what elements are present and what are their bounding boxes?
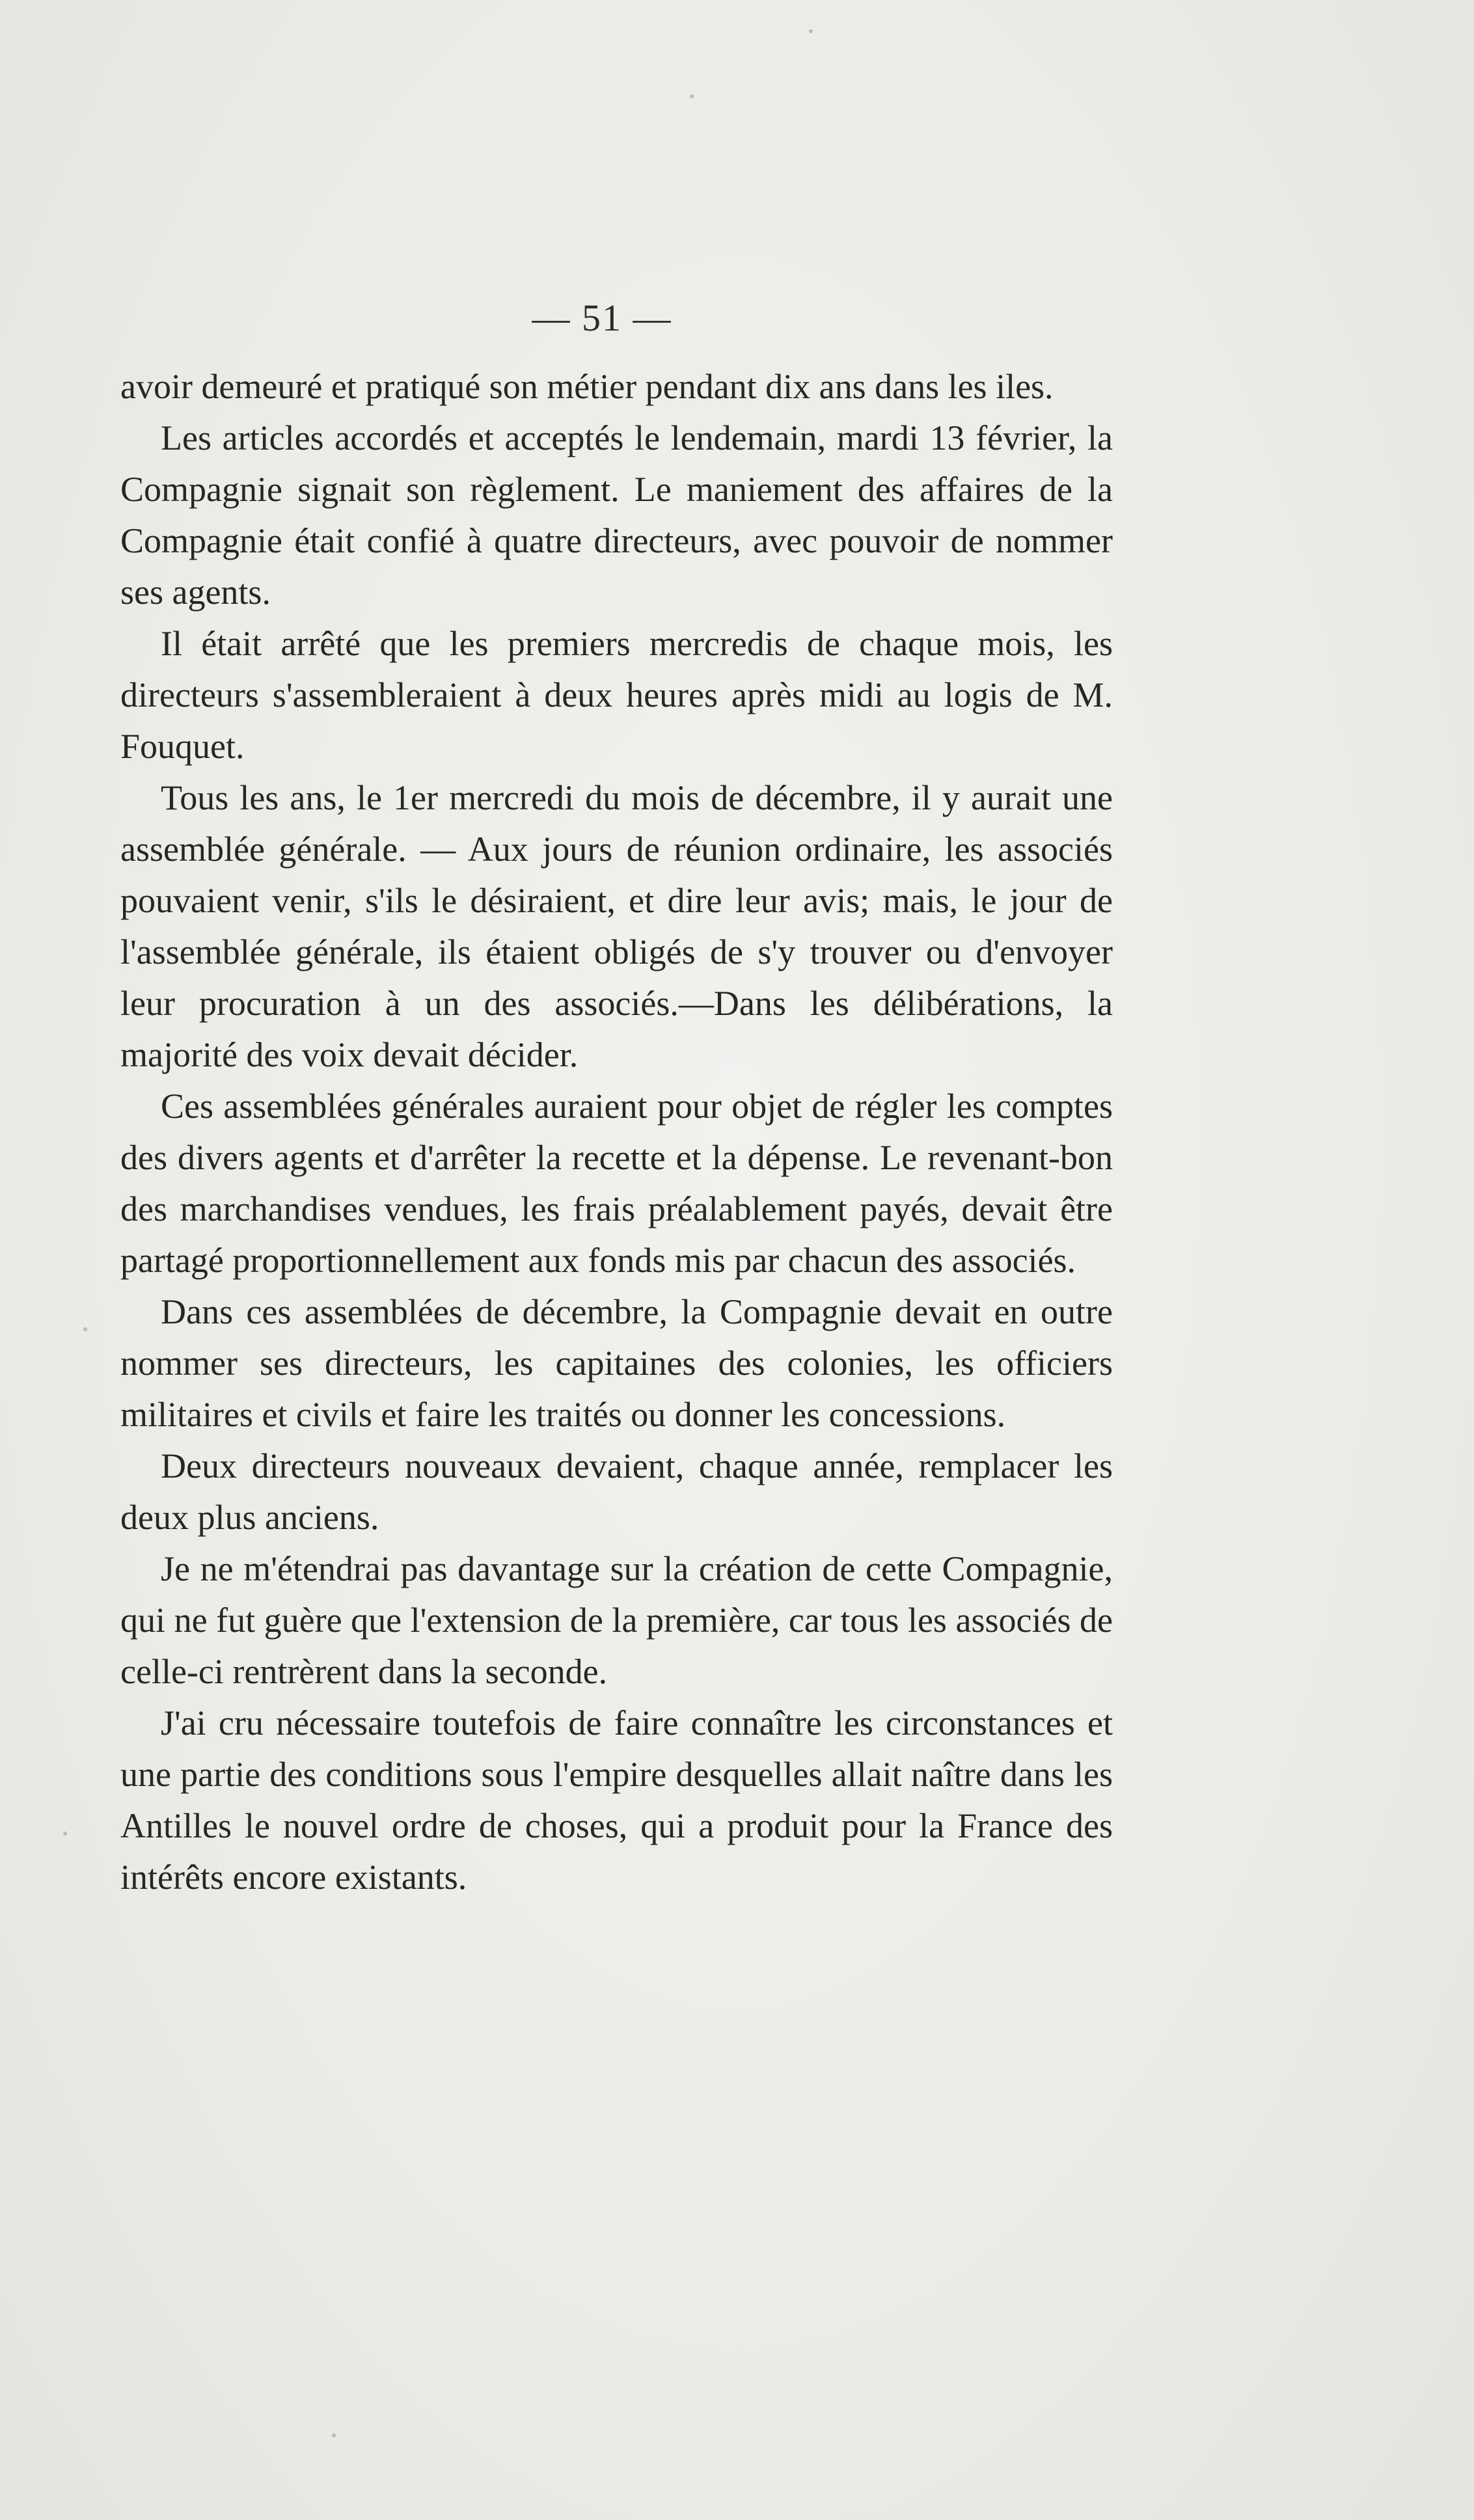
paper-speck: [332, 2433, 336, 2437]
paper-speck: [63, 1832, 67, 1836]
paper-speck: [690, 94, 694, 98]
paragraph-4: Tous les ans, le 1er mercredi du mois de décembre, il y aurait une assemblée générale. — Aux jours de réunion ordinaire, les associés pouvaient venir, s'ils le désiraient, et dire leur avis; mais, le jour de l'assemblée générale, ils étaient obligés de s'y trouver ou d'envoyer leur procuration à un des associés.—Dans les délibérations, la majorité des voix devait décider.: [120, 778, 1113, 1074]
paragraph-6: Dans ces assemblées de décembre, la Compagnie devait en outre nommer ses directeurs, les capitaines des colonies, les officiers militaires et civils et faire les traités ou donner les concessions.: [120, 1292, 1113, 1434]
paper-speck: [809, 29, 813, 33]
page-number: — 51 —: [532, 297, 672, 339]
paragraph-5: Ces assemblées générales auraient pour objet de régler les comptes des divers agents et d'arrêter la recette et la dépense. Le revenant-bon des marchandises vendues, les frais préalablement payés, devait être partagé proportionnellement aux fonds mis par chacun des associés.: [120, 1087, 1113, 1280]
paper-speck: [83, 1327, 87, 1331]
paragraph-1: avoir demeuré et pratiqué son métier pendant dix ans dans les iles.: [120, 367, 1054, 406]
paragraph-2: Les articles accordés et acceptés le lendemain, mardi 13 février, la Compagnie signait son règlement. Le maniement des affaires de la Compagnie était confié à quatre directeurs, avec pouvoir de nommer ses agents.: [120, 418, 1113, 612]
paragraph-9: J'ai cru nécessaire toutefois de faire connaître les circonstances et une partie des conditions sous l'empire desquelles allait naître dans les Antilles le nouvel ordre de choses, qui a produit pour la France des intérêts encore existants.: [120, 1703, 1113, 1897]
body-text: [120, 361, 1113, 1903]
paragraph-3: Il était arrêté que les premiers mercredis de chaque mois, les directeurs s'assembleraient à deux heures après midi au logis de M. Fouquet.: [120, 624, 1113, 766]
paragraph-7: Deux directeurs nouveaux devaient, chaque année, remplacer les deux plus anciens.: [120, 1446, 1113, 1537]
paragraph-8: Je ne m'étendrai pas davantage sur la création de cette Compagnie, qui ne fut guère que l'extension de la première, car tous les associés de celle-ci rentrèrent dans la seconde.: [120, 1549, 1113, 1691]
